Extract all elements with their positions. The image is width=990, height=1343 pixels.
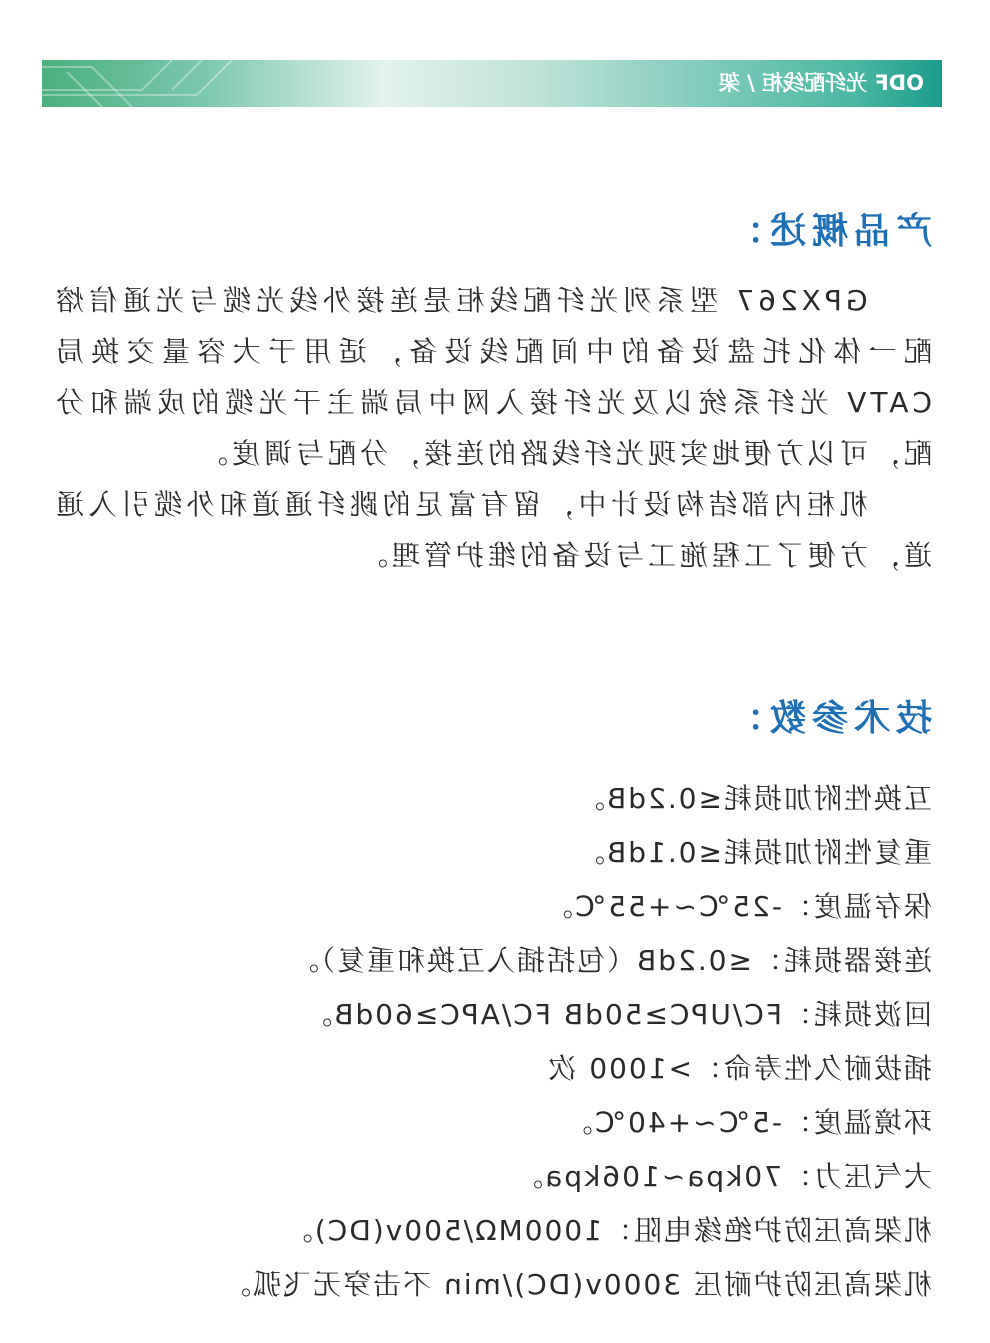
overview-paragraph: GPX267 型系列光纤配线柜是连接外线光缆与光通信熔配一体化托盘设备的中间配线设备，适用于大容量交换局CATV 光纤系统以及光纤接入网中局端主干光缆的成端和分配，可以方便地实现光纤线路的连接，分配与调度。 [52,284,932,470]
tech-specs-list [32,772,932,1312]
spec-item: 回波损耗：FC/UPC≥50dB FC/APC≥60dB。 [302,998,932,1031]
overview-heading: 产品概述： [721,211,932,252]
spec-item: 保存温度：-25℃~+55℃。 [542,890,932,923]
spec-item: 机架高压防护绝缘电阻：1000MΩ/500v(DC)。 [282,1214,932,1247]
spec-item: 连接器损耗：≤0.2dB（包括插入互换和重复）。 [289,944,932,977]
spec-item: 插拔耐久性寿命：>1000 次 [546,1052,932,1085]
overview-body [52,275,932,581]
spec-item: 机架高压防护耐压 3000v(DC)/min 不击穿无飞弧。 [221,1268,932,1301]
header-bar [42,60,942,107]
spec-item: 重复性附加损耗≤0.1dB。 [575,836,932,869]
circuit-pattern-decoration [42,60,242,107]
spec-item: 环境温度：-5℃~+40℃。 [562,1106,932,1139]
spec-item: 大气压力：70kpa~106kpa。 [513,1160,932,1193]
header-title: ODF 光纤配线柜 / 架 [718,71,924,95]
overview-paragraph: 机柜内部结构设计中，留有富足的跳纤通道和外缆引入通道，方便了工程施工与设备的维护管理。 [52,488,932,572]
tech-specs-heading: 技术参数： [721,698,932,739]
spec-item: 互换性附加损耗≤0.2dB。 [575,782,932,815]
